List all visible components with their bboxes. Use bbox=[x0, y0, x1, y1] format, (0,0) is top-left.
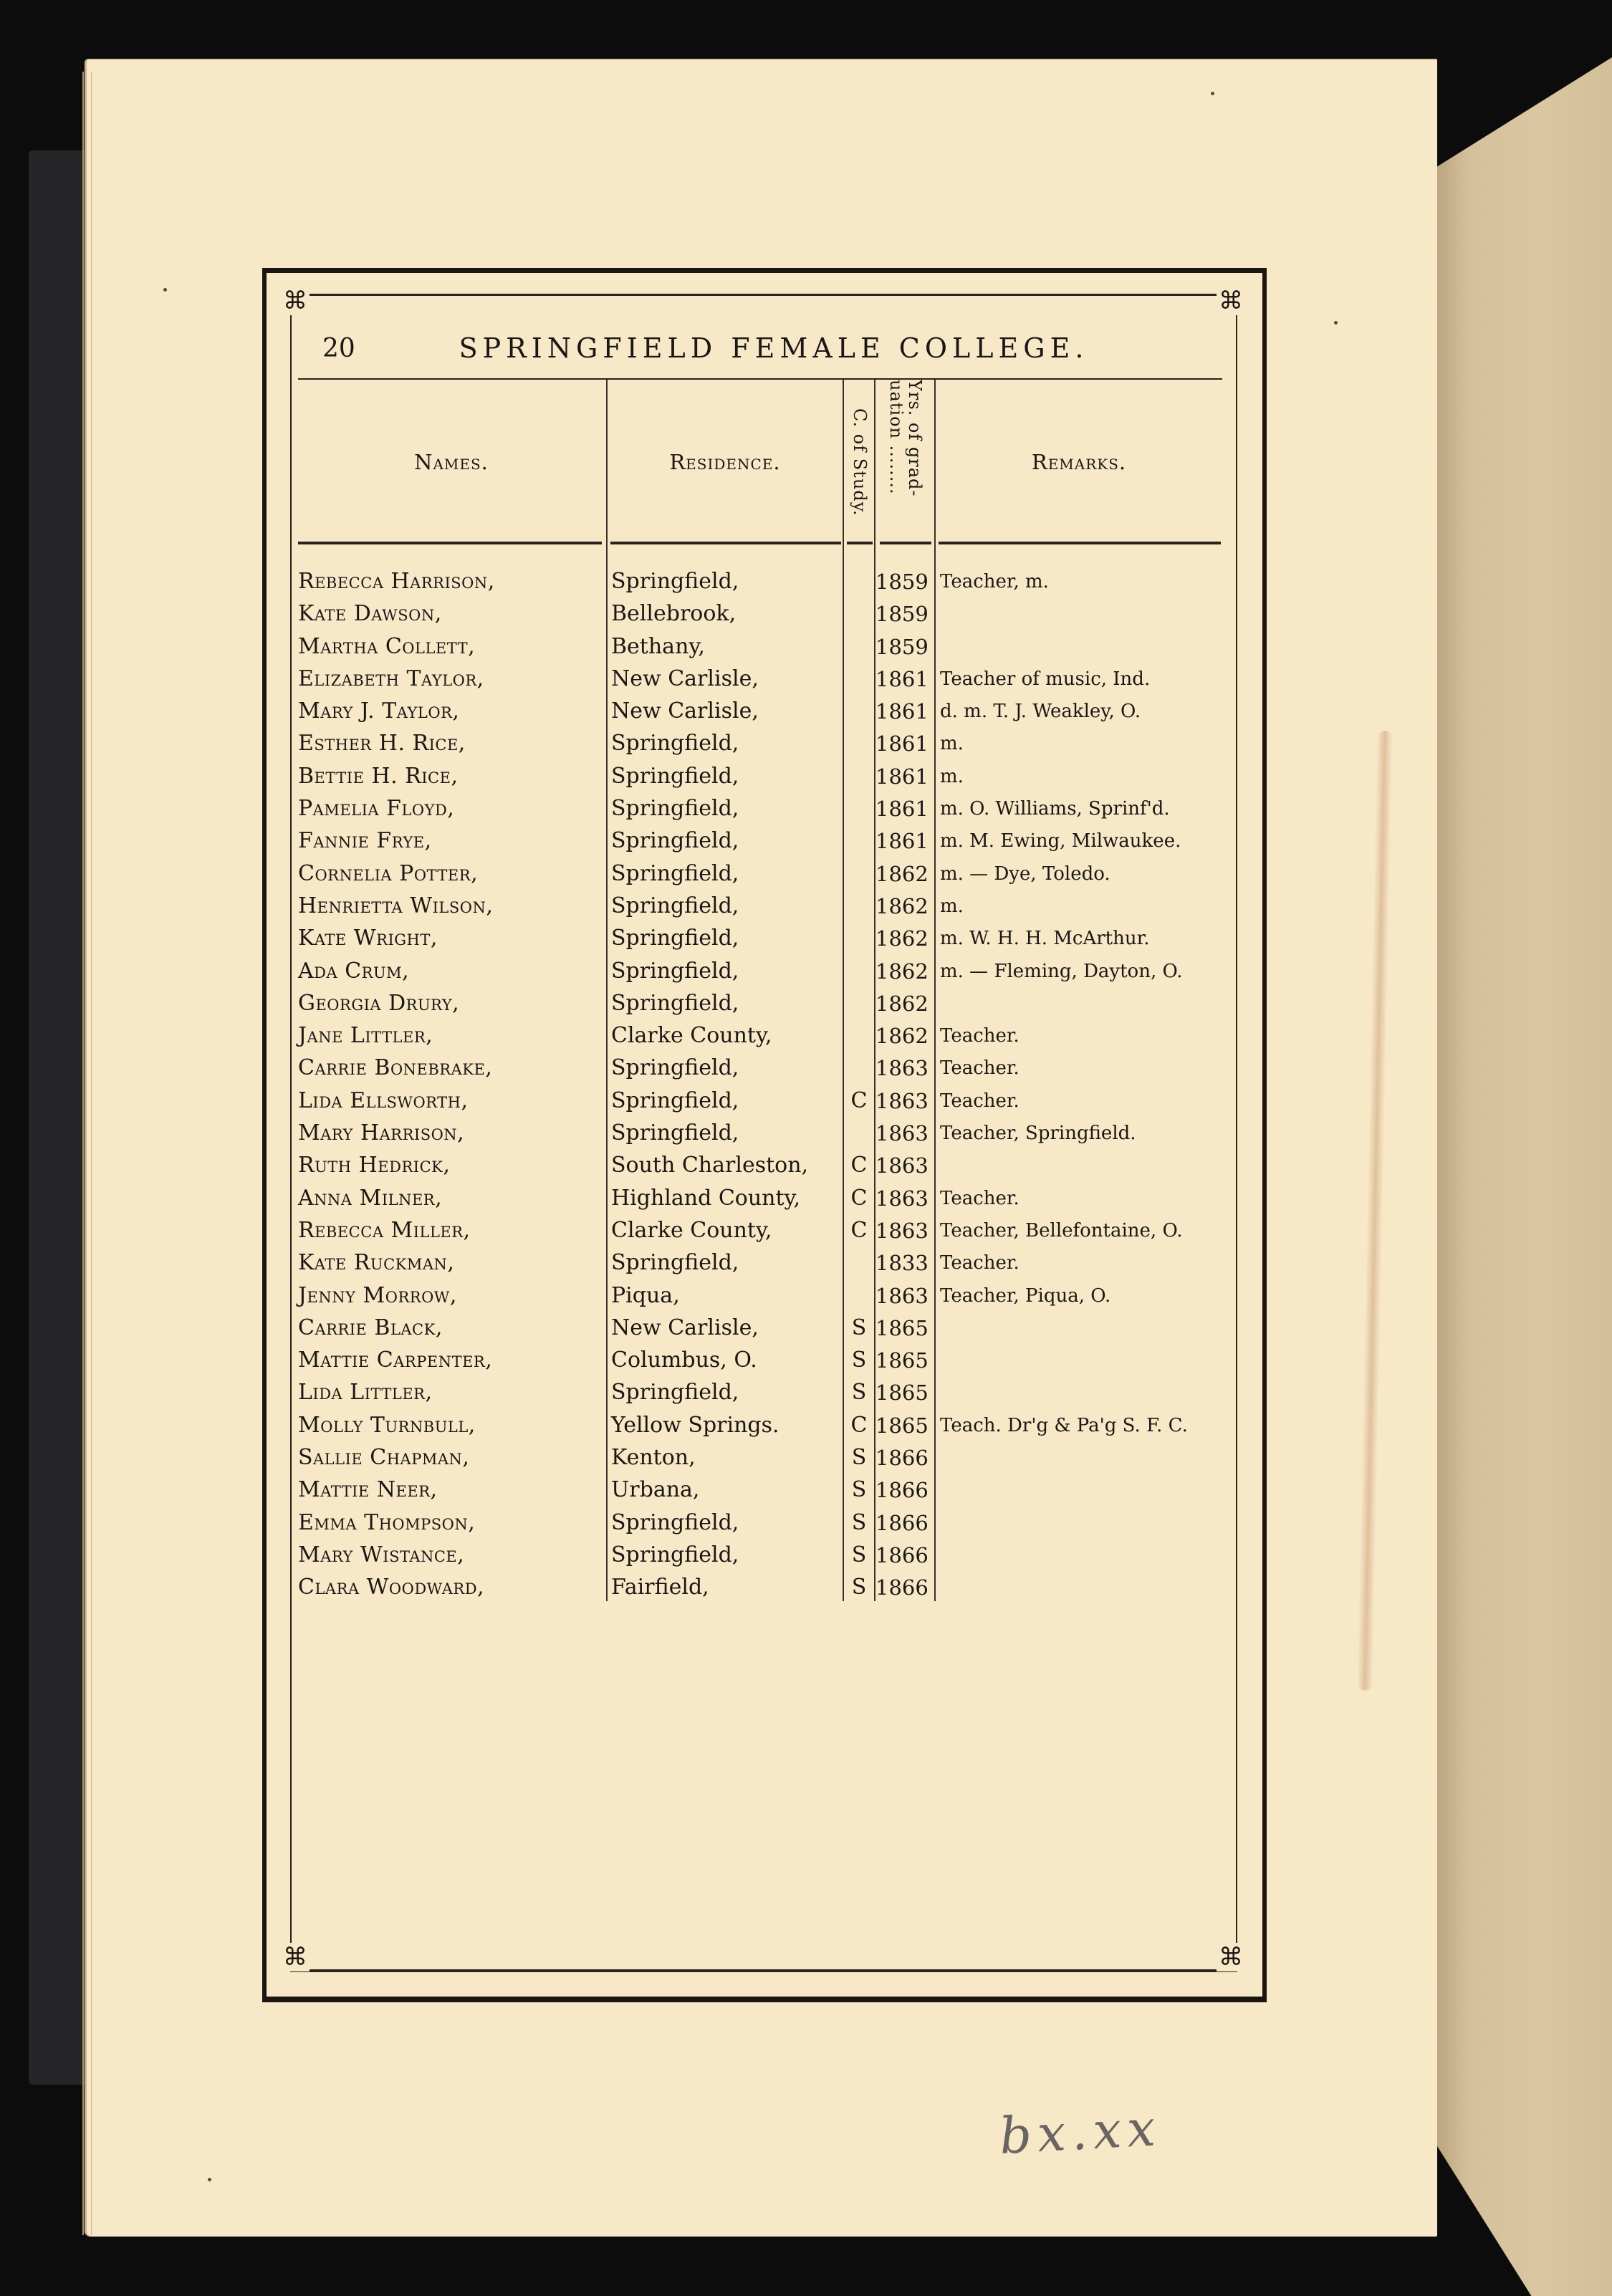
cell-remarks: Teacher, m. bbox=[940, 571, 1049, 592]
paper-speck bbox=[1334, 321, 1338, 325]
cell-residence: Fairfield, bbox=[611, 1575, 709, 1600]
cell-residence: Springfield, bbox=[611, 796, 739, 822]
table-row bbox=[298, 1247, 1222, 1279]
paper-speck bbox=[163, 288, 167, 292]
cell-course-of-study: C bbox=[850, 1087, 868, 1113]
header-residence: Residence. bbox=[669, 450, 781, 474]
cell-name: Anna Milner, bbox=[298, 1185, 443, 1211]
table-row bbox=[298, 1507, 1222, 1540]
table-row bbox=[298, 858, 1222, 890]
cell-name: Ada Crum, bbox=[298, 958, 410, 984]
cell-name: Carrie Black, bbox=[298, 1315, 443, 1340]
cell-year: 1863 bbox=[875, 1283, 929, 1308]
header-rule bbox=[298, 542, 602, 544]
cell-residence: Springfield, bbox=[611, 1055, 739, 1081]
header-course-of-study: C. of Study. bbox=[850, 408, 870, 517]
corner-ornament-icon: ⌘ bbox=[1217, 287, 1245, 315]
header-rule bbox=[847, 542, 873, 544]
cell-course-of-study: S bbox=[851, 1575, 867, 1600]
cell-remarks: m. W. H. H. McArthur. bbox=[940, 928, 1150, 950]
cell-year: 1866 bbox=[875, 1478, 929, 1503]
cell-name: Jane Littler, bbox=[298, 1023, 433, 1049]
table-row bbox=[298, 825, 1222, 858]
cell-course-of-study: S bbox=[851, 1348, 867, 1373]
page-stack-edge bbox=[82, 72, 92, 2235]
cell-name: Mary Harrison, bbox=[298, 1120, 465, 1146]
cell-year: 1863 bbox=[875, 1056, 929, 1081]
table-row bbox=[298, 728, 1222, 760]
table-body bbox=[298, 566, 1222, 1605]
header-names: Names. bbox=[414, 450, 489, 474]
cell-name: Ruth Hedrick, bbox=[298, 1153, 451, 1178]
cell-residence: Springfield, bbox=[611, 990, 739, 1016]
cell-residence: Piqua, bbox=[611, 1282, 680, 1308]
cell-course-of-study: C bbox=[850, 1153, 868, 1178]
cell-year: 1861 bbox=[875, 731, 929, 756]
cell-name: Clara Woodward, bbox=[298, 1575, 485, 1600]
paper-speck bbox=[208, 2178, 211, 2181]
cell-remarks: Teacher. bbox=[940, 1025, 1020, 1047]
cell-year: 1862 bbox=[875, 1024, 929, 1049]
header-rule bbox=[939, 542, 1221, 544]
cell-name: Fannie Frye, bbox=[298, 828, 432, 854]
header-remarks: Remarks. bbox=[1031, 450, 1127, 474]
table-row bbox=[298, 1150, 1222, 1182]
cell-name: Martha Collett, bbox=[298, 633, 476, 659]
header-rule bbox=[880, 542, 931, 544]
cell-name: Molly Turnbull, bbox=[298, 1412, 476, 1438]
cell-residence: Springfield, bbox=[611, 1250, 739, 1276]
cell-name: Jenny Morrow, bbox=[298, 1282, 457, 1308]
cell-name: Rebecca Harrison, bbox=[298, 569, 495, 594]
cell-course-of-study: C bbox=[850, 1185, 868, 1211]
cell-course-of-study: S bbox=[851, 1380, 867, 1406]
cell-residence: Springfield, bbox=[611, 893, 739, 918]
cell-remarks: Teach. Dr'g & Pa'g S. F. C. bbox=[940, 1414, 1188, 1436]
cell-name: Rebecca Miller, bbox=[298, 1217, 471, 1243]
table-row bbox=[298, 1474, 1222, 1507]
cell-name: Cornelia Potter, bbox=[298, 860, 479, 886]
table-row bbox=[298, 1118, 1222, 1150]
cell-year: 1865 bbox=[875, 1413, 929, 1438]
cell-course-of-study: S bbox=[851, 1445, 867, 1471]
cell-remarks: Teacher. bbox=[940, 1187, 1020, 1209]
cell-remarks: Teacher of music, Ind. bbox=[940, 668, 1151, 690]
cell-year: 1863 bbox=[875, 1121, 929, 1146]
cell-residence: Clarke County, bbox=[611, 1023, 772, 1049]
cell-year: 1862 bbox=[875, 926, 929, 951]
cell-name: Mary Wistance, bbox=[298, 1542, 465, 1567]
cell-residence: Springfield, bbox=[611, 731, 739, 756]
table-header bbox=[298, 378, 1222, 544]
header-rule bbox=[610, 542, 841, 544]
cell-year: 1863 bbox=[875, 1186, 929, 1211]
header-year-of-graduation: Yrs. of grad-uation ........ bbox=[886, 380, 925, 497]
cell-residence: New Carlisle, bbox=[611, 1315, 759, 1340]
cell-remarks: m. M. Ewing, Milwaukee. bbox=[940, 830, 1181, 852]
cell-residence: Yellow Springs. bbox=[611, 1412, 779, 1438]
cell-course-of-study: C bbox=[850, 1412, 868, 1438]
table-row bbox=[298, 1377, 1222, 1409]
table-row bbox=[298, 1183, 1222, 1215]
cell-name: Sallie Chapman, bbox=[298, 1445, 470, 1471]
cell-year: 1862 bbox=[875, 893, 929, 918]
table-row bbox=[298, 696, 1222, 728]
cell-name: Emma Thompson, bbox=[298, 1509, 476, 1535]
cell-name: Bettie H. Rice, bbox=[298, 763, 459, 789]
table-row bbox=[298, 631, 1222, 663]
cell-year: 1866 bbox=[875, 1542, 929, 1567]
cell-remarks: Teacher, Springfield. bbox=[940, 1123, 1136, 1145]
table-row bbox=[298, 598, 1222, 630]
table-row bbox=[298, 1442, 1222, 1474]
cell-year: 1861 bbox=[875, 829, 929, 854]
table-row bbox=[298, 1572, 1222, 1604]
facing-page bbox=[1433, 57, 1612, 2296]
cell-residence: Highland County, bbox=[611, 1185, 801, 1211]
cell-year: 1865 bbox=[875, 1380, 929, 1406]
table-row bbox=[298, 1020, 1222, 1052]
cell-name: Kate Dawson, bbox=[298, 601, 442, 627]
cell-name: Mattie Neer, bbox=[298, 1477, 438, 1503]
cell-year: 1862 bbox=[875, 991, 929, 1016]
table-row bbox=[298, 956, 1222, 988]
cell-year: 1863 bbox=[875, 1218, 929, 1243]
cell-remarks: Teacher, Bellefontaine, O. bbox=[940, 1219, 1183, 1241]
cell-year: 1866 bbox=[875, 1446, 929, 1471]
cell-name: Georgia Drury, bbox=[298, 990, 460, 1016]
cell-course-of-study: C bbox=[850, 1217, 868, 1243]
table-row bbox=[298, 923, 1222, 955]
corner-ornament-icon: ⌘ bbox=[281, 1943, 310, 1971]
cell-residence: Springfield, bbox=[611, 763, 739, 789]
cell-remarks: Teacher, Piqua, O. bbox=[940, 1284, 1111, 1307]
handwritten-note: bx.xx bbox=[998, 2098, 1163, 2166]
cell-residence: Springfield, bbox=[611, 958, 739, 984]
cell-remarks: m. O. Williams, Sprinf'd. bbox=[940, 798, 1170, 820]
table-row bbox=[298, 1052, 1222, 1085]
cell-year: 1865 bbox=[875, 1348, 929, 1373]
cell-residence: New Carlisle, bbox=[611, 666, 759, 691]
table-row bbox=[298, 1410, 1222, 1442]
cell-course-of-study: S bbox=[851, 1542, 867, 1567]
table-row bbox=[298, 1215, 1222, 1247]
cell-residence: Bethany, bbox=[611, 633, 705, 659]
cell-name: Lida Ellsworth, bbox=[298, 1087, 469, 1113]
cell-residence: Springfield, bbox=[611, 1542, 739, 1567]
cell-name: Kate Ruckman, bbox=[298, 1250, 455, 1276]
cell-course-of-study: S bbox=[851, 1477, 867, 1503]
paper-speck bbox=[1211, 92, 1214, 95]
cell-course-of-study: S bbox=[851, 1315, 867, 1340]
cell-year: 1861 bbox=[875, 666, 929, 691]
cell-remarks: m. — Dye, Toledo. bbox=[940, 863, 1110, 885]
table-row bbox=[298, 793, 1222, 825]
cell-year: 1861 bbox=[875, 699, 929, 724]
cell-name: Carrie Bonebrake, bbox=[298, 1055, 493, 1081]
cell-residence: Springfield, bbox=[611, 860, 739, 886]
cell-remarks: m. — Fleming, Dayton, O. bbox=[940, 960, 1183, 982]
table-row bbox=[298, 1085, 1222, 1118]
cell-name: Lida Littler, bbox=[298, 1380, 433, 1406]
cell-year: 1862 bbox=[875, 959, 929, 984]
cell-name: Pamelia Floyd, bbox=[298, 796, 455, 822]
cell-year: 1863 bbox=[875, 1153, 929, 1178]
cell-residence: Springfield, bbox=[611, 1120, 739, 1146]
corner-ornament-icon: ⌘ bbox=[1217, 1943, 1245, 1971]
alumnae-table bbox=[298, 378, 1222, 1605]
cell-year: 1859 bbox=[875, 634, 929, 659]
table-row bbox=[298, 566, 1222, 598]
cell-course-of-study: S bbox=[851, 1509, 867, 1535]
table-row bbox=[298, 988, 1222, 1020]
cell-residence: Springfield, bbox=[611, 1087, 739, 1113]
cell-year: 1859 bbox=[875, 570, 929, 594]
cell-remarks: m. bbox=[940, 895, 964, 917]
cell-residence: New Carlisle, bbox=[611, 698, 759, 724]
page-title: SPRINGFIELD FEMALE COLLEGE. bbox=[459, 332, 1089, 364]
table-row bbox=[298, 1312, 1222, 1345]
corner-ornament-icon: ⌘ bbox=[281, 287, 310, 315]
cell-residence: South Charleston, bbox=[611, 1153, 809, 1178]
cell-residence: Columbus, O. bbox=[611, 1348, 757, 1373]
cell-name: Kate Wright, bbox=[298, 926, 438, 951]
page-number: 20 bbox=[322, 334, 355, 363]
cell-year: 1833 bbox=[875, 1251, 929, 1276]
cell-remarks: Teacher. bbox=[940, 1057, 1020, 1080]
cell-residence: Urbana, bbox=[611, 1477, 700, 1503]
cell-remarks: Teacher. bbox=[940, 1252, 1020, 1274]
cell-year: 1859 bbox=[875, 602, 929, 627]
cell-remarks: m. bbox=[940, 733, 964, 755]
table-row bbox=[298, 1345, 1222, 1377]
cell-year: 1862 bbox=[875, 861, 929, 886]
cell-residence: Springfield, bbox=[611, 1509, 739, 1535]
cell-year: 1865 bbox=[875, 1315, 929, 1340]
cell-residence: Kenton, bbox=[611, 1445, 696, 1471]
cell-residence: Springfield, bbox=[611, 1380, 739, 1406]
cell-year: 1861 bbox=[875, 797, 929, 822]
cell-name: Elizabeth Taylor, bbox=[298, 666, 484, 691]
cell-name: Esther H. Rice, bbox=[298, 731, 466, 756]
cell-residence: Springfield, bbox=[611, 828, 739, 854]
cell-residence: Springfield, bbox=[611, 926, 739, 951]
cell-year: 1866 bbox=[875, 1510, 929, 1535]
table-row bbox=[298, 1280, 1222, 1312]
cell-year: 1866 bbox=[875, 1575, 929, 1600]
cell-residence: Clarke County, bbox=[611, 1217, 772, 1243]
cell-name: Mary J. Taylor, bbox=[298, 698, 460, 724]
cell-remarks: Teacher. bbox=[940, 1090, 1020, 1112]
running-head bbox=[315, 330, 1218, 373]
cell-year: 1863 bbox=[875, 1088, 929, 1113]
table-row bbox=[298, 761, 1222, 793]
cell-residence: Springfield, bbox=[611, 569, 739, 594]
cell-remarks: m. bbox=[940, 765, 964, 787]
cell-residence: Bellebrook, bbox=[611, 601, 737, 627]
cell-name: Henrietta Wilson, bbox=[298, 893, 494, 918]
cell-name: Mattie Carpenter, bbox=[298, 1348, 493, 1373]
table-row bbox=[298, 1540, 1222, 1572]
cell-remarks: d. m. T. J. Weakley, O. bbox=[940, 701, 1141, 723]
table-row bbox=[298, 663, 1222, 696]
cell-year: 1861 bbox=[875, 764, 929, 789]
table-row bbox=[298, 890, 1222, 923]
